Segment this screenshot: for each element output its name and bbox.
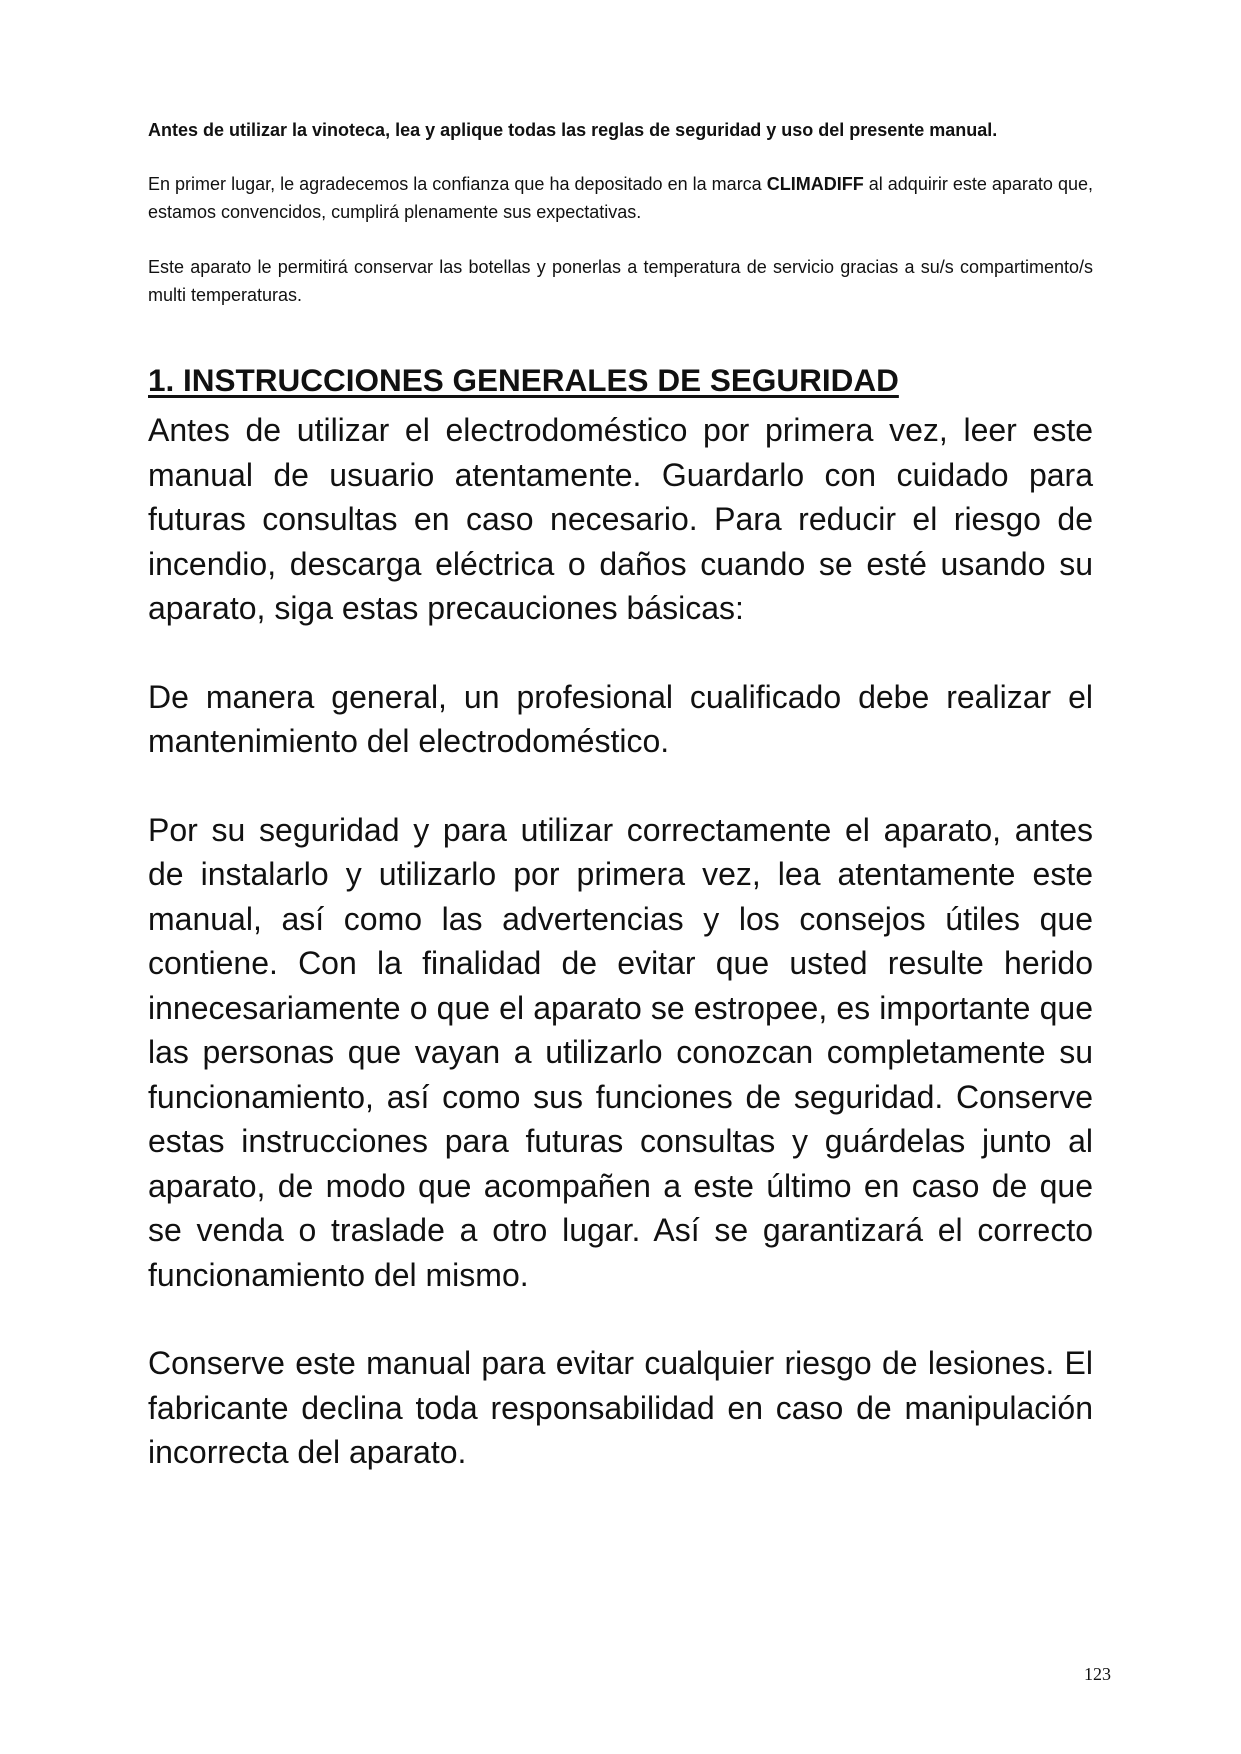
intro-warning: Antes de utilizar la vinoteca, lea y aplique todas las reglas de seguridad y uso del presente manual. <box>148 120 998 140</box>
page-content <box>148 116 1093 1475</box>
brand-name: CLIMADIFF <box>766 174 864 194</box>
intro-thanks-text-1: En primer lugar, le agradecemos la confianza que ha depositado en la marca <box>148 174 767 194</box>
intro-purpose: Este aparato le permitirá conservar las botellas y ponerlas a temperatura de servicio gracias a su/s compartimento/s multi temperaturas. <box>148 257 1093 305</box>
section-heading: 1. INSTRUCCIONES GENERALES DE SEGURIDAD <box>148 362 899 398</box>
intro-thanks-text-2: al adquirir este aparato que, estamos convencidos, cumplirá plenamente sus expectativas. <box>148 174 1094 222</box>
section-paragraph-4: Conserve este manual para evitar cualquier riesgo de lesiones. El fabricante declina toda responsabilidad en caso de manipulación incorrecta del aparato. <box>148 1345 1093 1470</box>
intro-thanks <box>148 170 1093 226</box>
page-number: 123 <box>1084 1664 1111 1684</box>
section-paragraph-3: Por su seguridad y para utilizar correctamente el aparato, antes de instalarlo y utilizarlo por primera vez, lea atentamente este manual, así como las advertencias y los consejos útiles que contiene. Con la finalidad de evitar que usted resulte herido innecesariamente o que el aparato se estropee, es importante que las personas que vayan a utilizarlo conozcan completamente su funcionamiento, así como sus funciones de seguridad. Conserve estas instrucciones para futuras consultas y guárdelas junto al aparato, de modo que acompañen a este último en caso de que se venda o traslade a otro lugar. Así se garantizará el correcto funcionamiento del mismo. <box>148 811 1093 1293</box>
section-paragraph-2: De manera general, un profesional cualificado debe realizar el mantenimiento del electrodoméstico. <box>148 678 1093 759</box>
section-paragraph-1: Antes de utilizar el electrodoméstico por primera vez, leer este manual de usuario atentamente. Guardarlo con cuidado para futuras consultas en caso necesario. Para reducir el riesgo de incendio, descarga eléctrica o daños cuando se esté usando su aparato, siga estas precauciones básicas: <box>148 412 1093 626</box>
